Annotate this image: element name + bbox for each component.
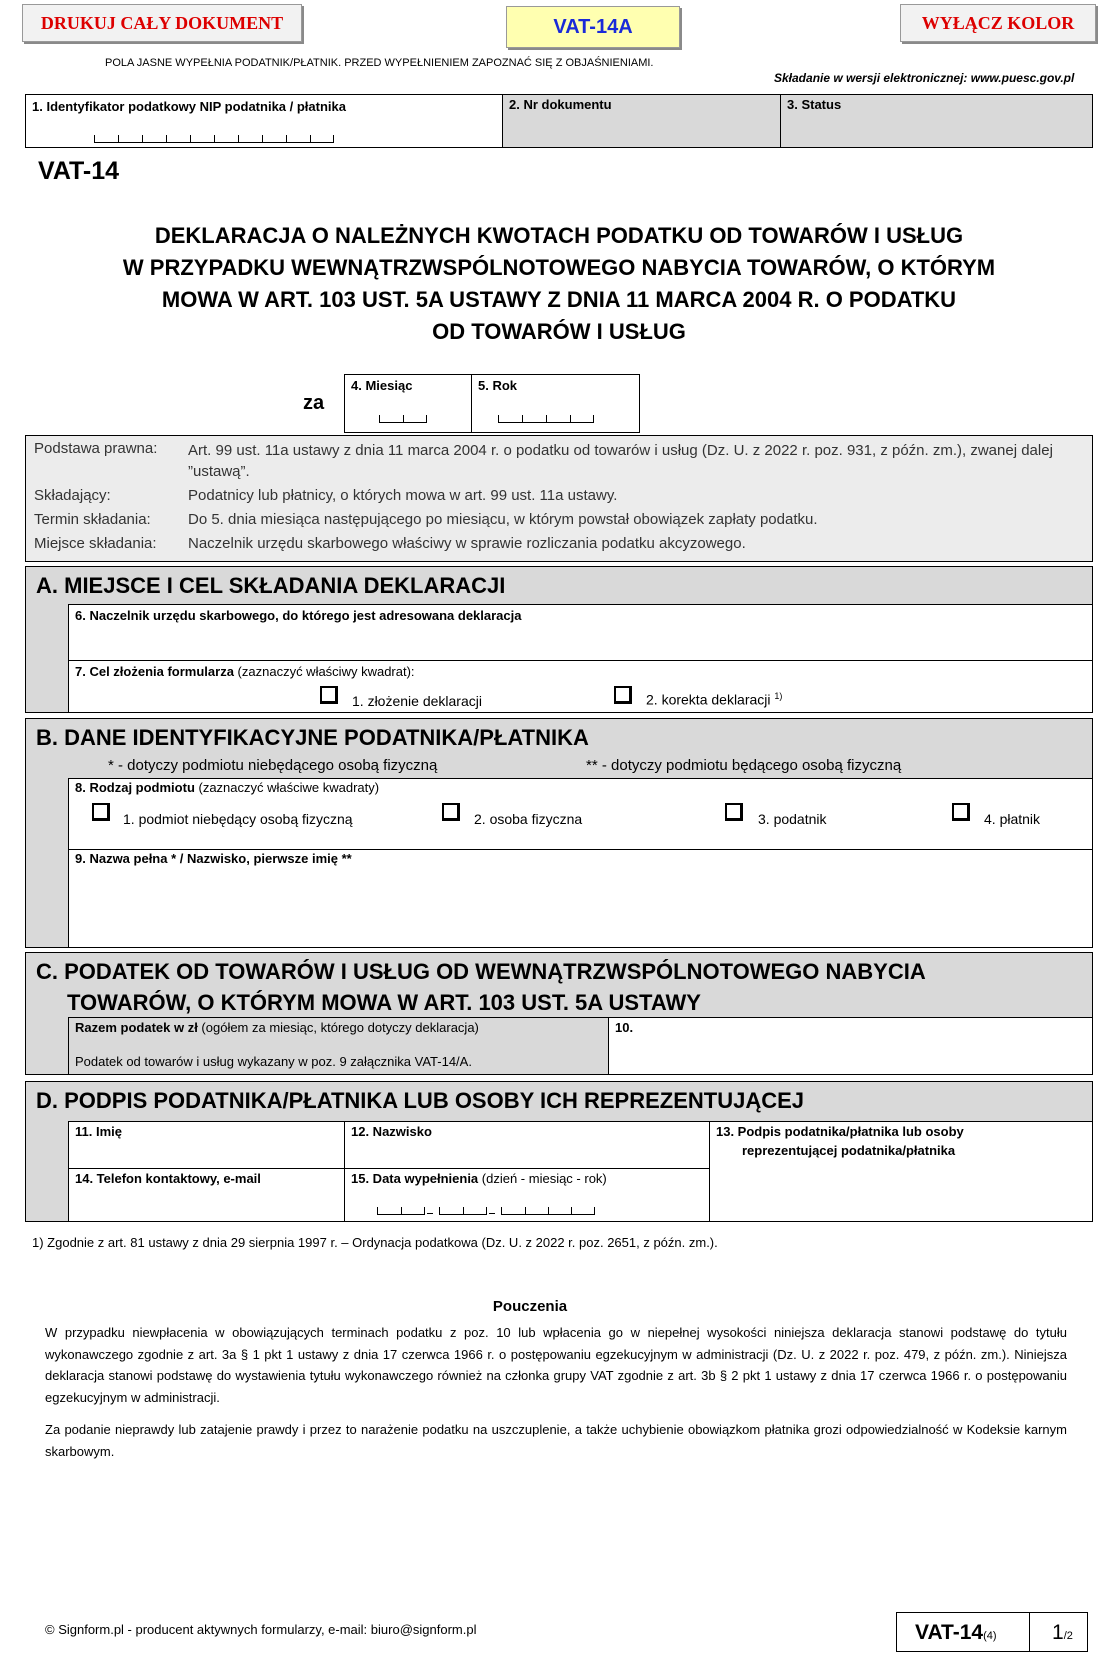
signature-label: 13. Podpis podatnika/płatnika lub osoby [716, 1124, 964, 1139]
section-c-title-2: TOWARÓW, O KTÓRYM MOWA W ART. 103 UST. 5A USTAWY [67, 990, 701, 1015]
footer-code-text: VAT-14(4) [915, 1621, 997, 1644]
total-tax-desc: Podatek od towarów i usług wykazany w poz. 9 załącznika VAT-14/A. [75, 1054, 472, 1069]
date-separator [489, 1213, 495, 1214]
payer-checkbox[interactable] [952, 803, 970, 821]
full-name-label: 9. Nazwa pełna * / Nazwisko, pierwsze imię ** [75, 851, 352, 866]
note-natural: ** - dotyczy podmiotu będącego osobą fizyczną [586, 757, 902, 774]
payer-label: 4. płatnik [984, 811, 1041, 827]
vat14a-button[interactable]: VAT-14A [506, 6, 680, 48]
info-value: Podatnicy lub płatnicy, o których mowa w art. 99 ust. 11a ustawy. [188, 487, 618, 504]
correction-label: 2. korekta deklaracji $^{1)}$ [646, 691, 783, 708]
phone-email-label: 14. Telefon kontaktowy, e-mail [75, 1171, 261, 1186]
info-key: Podstawa prawna: [34, 440, 158, 457]
total-tax-label: Razem podatek w zł (ogółem za miesiąc, którego dotyczy deklaracja) [75, 1020, 479, 1035]
surname-field[interactable] [344, 1121, 710, 1169]
first-name-field[interactable] [68, 1121, 345, 1169]
footer-form-code [896, 1612, 1030, 1652]
title-line: DEKLARACJA O NALEŻNYCH KWOTACH PODATKU OD TOWARÓW I USŁUG [154, 223, 964, 248]
footnote: 1) Zgodnie z art. 81 ustawy z dnia 29 sierpnia 1997 r. – Ordynacja podatkowa (Dz. U. z 2022 r. poz. 2651, z późn. zm.). [32, 1235, 718, 1250]
entity-natural-label: 2. osoba fizyczna [474, 811, 583, 827]
year-label: 5. Rok [478, 378, 518, 393]
year-field[interactable] [471, 374, 640, 433]
full-name-field[interactable] [68, 849, 1093, 948]
month-field[interactable] [344, 374, 472, 433]
nip-label: 1. Identyfikator podatkowy NIP podatnika / płatnika [32, 99, 346, 114]
page-indicator [1029, 1612, 1088, 1652]
instruction-line: POLA JASNE WYPEŁNIA PODATNIK/PŁATNIK. PRZED WYPEŁNIENIEM ZAPOZNAĆ SIĘ Z OBJAŚNIENIAMI. [105, 57, 654, 69]
info-value: Art. 99 ust. 11a ustawy z dnia 11 marca 2004 r. o podatku od towarów i usług (Dz. U. z 2022 r. poz. 931, z późn. zm.), zwanej dalej ”ustawą”. [188, 442, 1053, 480]
section-c-title: C. PODATEK OD TOWARÓW I USŁUG OD WEWNĄTRZWSPÓLNOTOWEGO NABYCIA [36, 959, 926, 984]
entity-type-field [68, 778, 1093, 850]
status-field [780, 94, 1093, 148]
info-key: Składający: [34, 487, 111, 504]
info-block [25, 435, 1093, 562]
doc-number-field [502, 94, 781, 148]
signature-field[interactable] [709, 1121, 1093, 1222]
date-month-ticks [439, 1207, 487, 1215]
tax-office-field[interactable] [68, 604, 1093, 661]
nip-field[interactable] [25, 94, 503, 148]
taxpayer-checkbox[interactable] [725, 803, 743, 821]
fill-date-field[interactable] [344, 1168, 710, 1222]
entity-type-label: 8. Rodzaj podmiotu (zaznaczyć właściwe kwadraty) [75, 780, 380, 795]
total-tax-field[interactable] [608, 1017, 1093, 1075]
entity-non-natural-checkbox[interactable] [92, 803, 110, 821]
surname-label: 12. Nazwisko [351, 1124, 432, 1139]
section-b-title: B. DANE IDENTYFIKACYJNE PODATNIKA/PŁATNIKA [36, 725, 589, 750]
section-d-title: D. PODPIS PODATNIKA/PŁATNIKA LUB OSOBY ICH REPREZENTUJĄCEJ [36, 1088, 805, 1113]
info-value: Naczelnik urzędu skarbowego właściwy w sprawie rozliczania podatku akcyzowego. [188, 535, 746, 552]
info-value: Do 5. dnia miesiąca następującego po miesiącu, w którym powstał obowiązek zapłaty podatku. [188, 511, 818, 528]
color-toggle-button[interactable]: WYŁĄCZ KOLOR [900, 4, 1096, 42]
status-label: 3. Status [787, 97, 842, 112]
correction-checkbox[interactable] [614, 686, 632, 704]
section-a-title: A. MIEJSCE I CEL SKŁADANIA DEKLARACJI [36, 573, 506, 598]
month-label: 4. Miesiąc [351, 378, 413, 393]
form-title [0, 220, 1118, 348]
taxpayer-label: 3. podatnik [758, 811, 827, 827]
doc-number-label: 2. Nr dokumentu [509, 97, 612, 112]
title-line: W PRZYPADKU WEWNĄTRZWSPÓLNOTOWEGO NABYCIA TOWARÓW, O KTÓRYM [122, 255, 996, 280]
month-ticks [379, 415, 427, 423]
info-key: Miejsce składania: [34, 535, 157, 552]
phone-email-field[interactable] [68, 1168, 345, 1222]
nip-digit-ticks [94, 135, 334, 143]
signature-label-2: reprezentującej podatnika/płatnika [742, 1143, 956, 1158]
field-10-label: 10. [615, 1020, 634, 1035]
tax-office-label: 6. Naczelnik urzędu skarbowego, do którego jest adresowana deklaracja [75, 608, 522, 623]
info-key: Termin składania: [34, 511, 151, 528]
entity-natural-checkbox[interactable] [442, 803, 460, 821]
submission-label: 1. złożenie deklaracji [352, 693, 482, 709]
note-non-natural: * - dotyczy podmiotu niebędącego osobą fizyczną [108, 757, 438, 774]
pouczenia-title: Pouczenia [492, 1298, 568, 1315]
purpose-label: 7. Cel złożenia formularza (zaznaczyć właściwy kwadrat): [75, 664, 415, 679]
print-all-button[interactable]: DRUKUJ CAŁY DOKUMENT [22, 4, 302, 42]
pouczenia-p1: W przypadku niewpłacenia w obowiązujących terminach podatku z poz. 10 lub wpłacenia go w niepełnej wysokości niniejsza deklaracja stanowi podstawę do tytułu wykonawczego zgodnie z art. 3a § 1 pkt 1 ustawy z dnia 17 czerwca 1966 r. o postępowaniu egzekucyjnym w administracji (Dz. U. z 2022 r. poz. 479, z późn. zm.). Niniejsza deklaracja stanowi podstawę do wystawienia tytułu wykonawczego również na członka grupy VAT zgodnie z art. 3b § 2 pkt 1 ustawy z dnia 17 czerwca 1966 r. o postępowaniu egzekucyjnym w administracji. [45, 1325, 1067, 1405]
title-line: OD TOWARÓW I USŁUG [432, 319, 686, 344]
year-ticks [498, 415, 594, 423]
purpose-field [68, 660, 1093, 713]
footer-credit: © Signform.pl - producent aktywnych formularzy, e-mail: biuro@signform.pl [45, 1622, 477, 1637]
date-separator [427, 1213, 433, 1214]
date-day-ticks [377, 1207, 425, 1215]
page-number: 1/2 [1052, 1621, 1073, 1644]
date-year-ticks [501, 1207, 595, 1215]
title-line: MOWA W ART. 103 UST. 5A USTAWY Z DNIA 11 MARCA 2004 R. O PODATKU [161, 287, 957, 312]
total-tax-label-cell [68, 1017, 609, 1075]
first-name-label: 11. Imię [75, 1124, 122, 1139]
pouczenia-p2: Za podanie nieprawdy lub zatajenie prawdy i przez to narażenie podatku na uszczuplenie, a także uchybienie obowiązkom płatnika grozi odpowiedzialność w Kodeksie karnym skarbowym. [45, 1422, 1067, 1459]
form-code: VAT-14 [38, 157, 120, 185]
fill-date-label: 15. Data wypełnienia (dzień - miesiąc - rok) [351, 1171, 607, 1186]
period-za: za [303, 392, 325, 414]
electronic-note: Składanie w wersji elektronicznej: www.puesc.gov.pl [774, 71, 1075, 85]
entity-non-natural-label: 1. podmiot niebędący osobą fizyczną [123, 811, 353, 827]
submission-checkbox[interactable] [320, 686, 338, 704]
